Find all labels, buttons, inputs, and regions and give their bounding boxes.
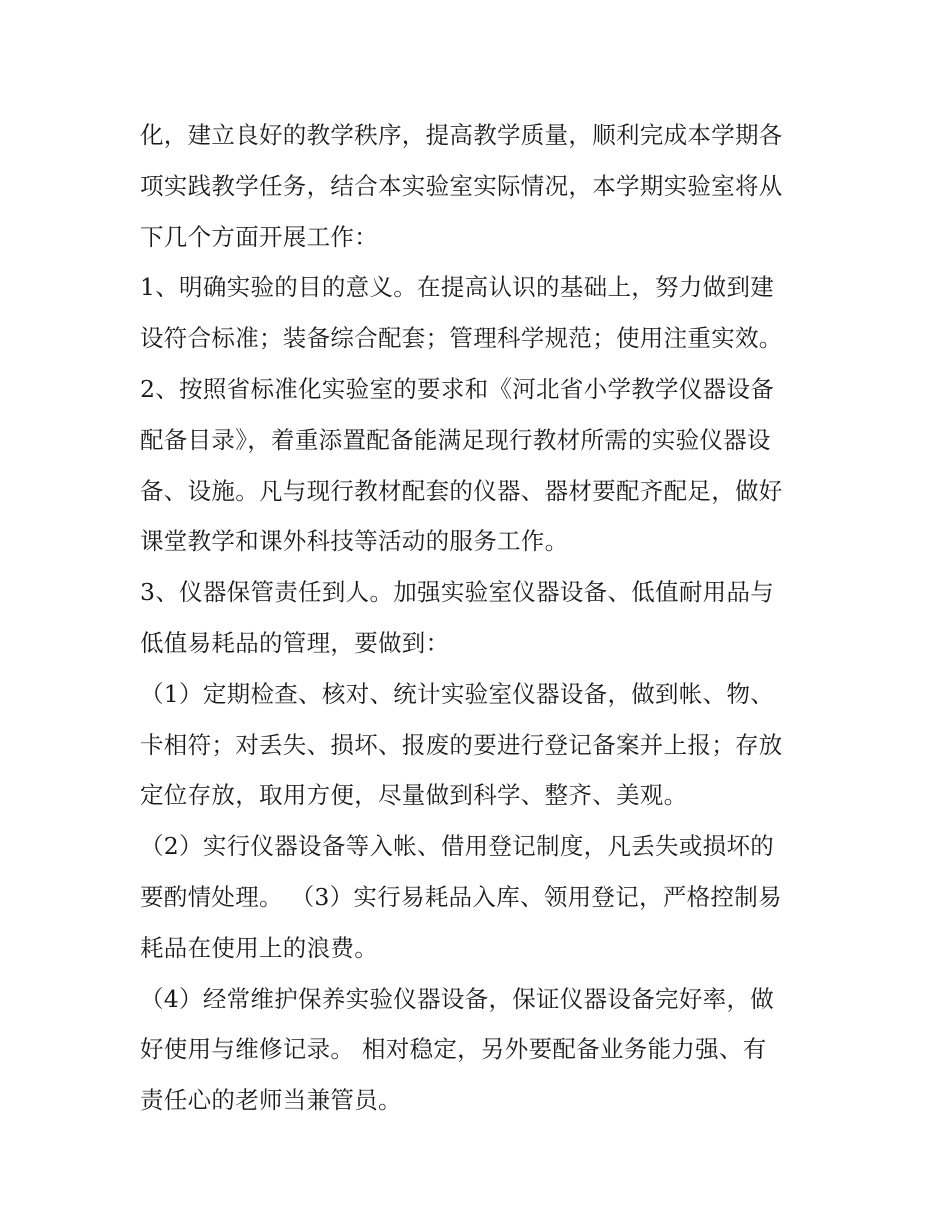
text-line: 低值易耗品的管理，要做到：: [140, 628, 450, 657]
text-line: 备、设施。凡与现行教材配套的仪器、器材要配齐配足，做好: [140, 476, 783, 505]
text-line: （1）定期检查、核对、统计实验室仪器设备，做到帐、物、: [140, 679, 775, 708]
text-line: 化，建立良好的教学秩序，提高教学质量，顺利完成本学期各: [140, 121, 783, 149]
text-line: 配备目录》，着重添置配备能满足现行教材所需的实验仪器设: [140, 425, 771, 454]
document-body: [140, 110, 820, 1126]
text-line: 卡相符；对丢失、损坏、报废的要进行登记备案并上报；存放: [140, 730, 783, 759]
text-line: 1、明确实验的目的意义。在提高认识的基础上，努力做到建: [140, 273, 775, 302]
text-line: （4）经常维护保养实验仪器设备，保证仪器设备完好率，做: [140, 984, 775, 1013]
text-line: 下几个方面开展工作：: [140, 222, 378, 251]
text-line: 要酌情处理。 （3）实行易耗品入库、领用登记，严格控制易: [140, 882, 782, 911]
text-line: 项实践教学任务，结合本实验室实际情况，本学期实验室将从: [140, 171, 783, 200]
text-line: 耗品在使用上的浪费。: [140, 933, 378, 962]
text-line: 责任心的老师当兼管员。: [140, 1086, 402, 1115]
text-line: 好使用与维修记录。 相对稳定，另外要配备业务能力强、有: [140, 1035, 767, 1064]
text-line: 课堂教学和课外科技等活动的服务工作。: [140, 527, 569, 556]
text-line: （2）实行仪器设备等入帐、借用登记制度，凡丢失或损坏的: [140, 832, 775, 861]
text-line: 设符合标准；装备综合配套；管理科学规范；使用注重实效。: [140, 324, 783, 353]
text-line: 3、仪器保管责任到人。加强实验室仪器设备、低值耐用品与: [140, 578, 775, 607]
text-line: 定位存放，取用方便，尽量做到科学、整齐、美观。: [140, 781, 688, 810]
text-line: 2、按照省标准化实验室的要求和《河北省小学教学仪器设备: [140, 374, 775, 403]
